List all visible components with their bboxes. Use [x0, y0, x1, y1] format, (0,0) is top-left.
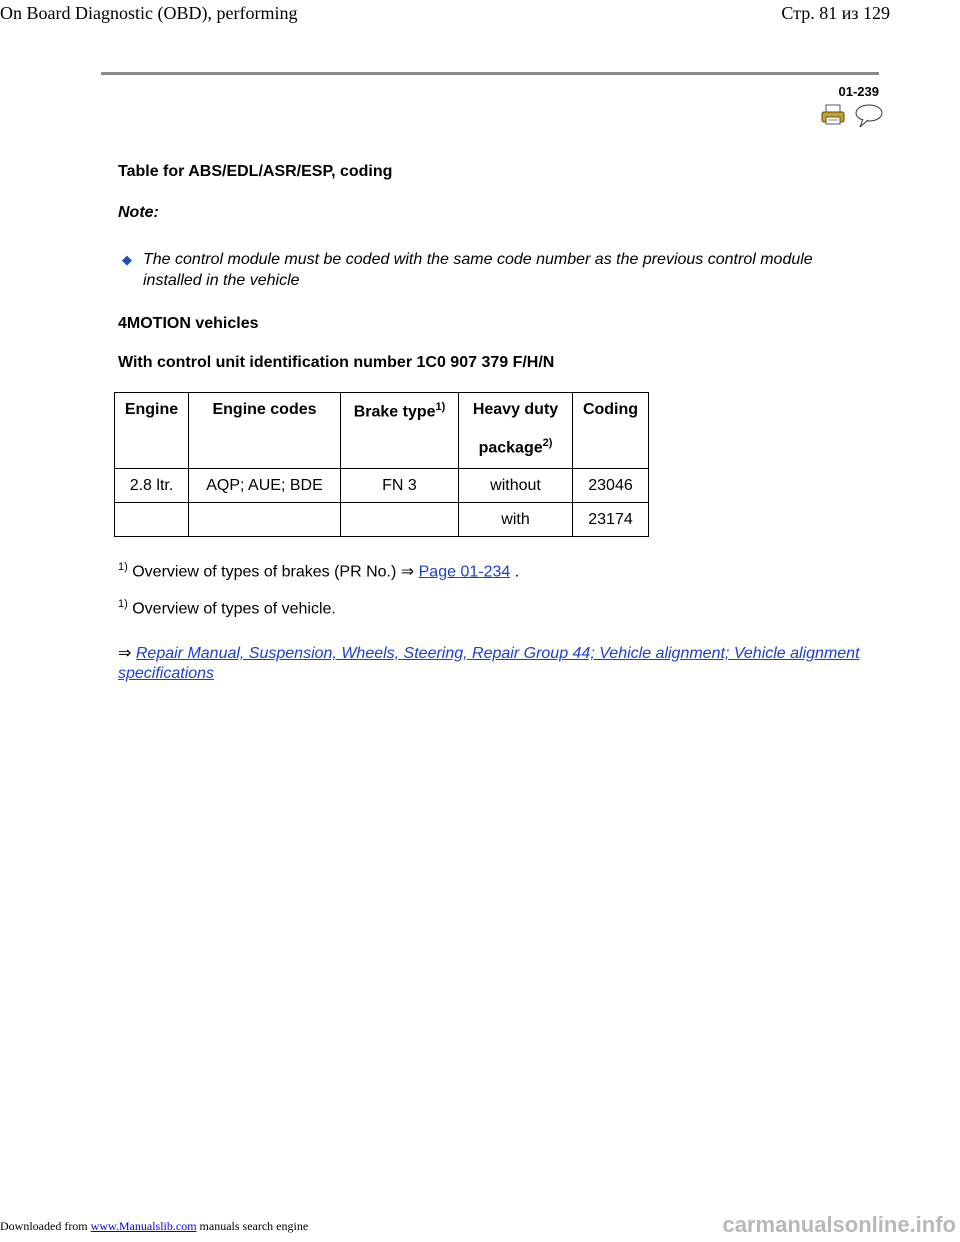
subsection-title: With control unit identification number 1C0 907 379 F/H/N: [118, 354, 555, 371]
footnote-2-text: Overview of types of vehicle.: [132, 600, 336, 618]
repair-manual-link[interactable]: Repair Manual, Suspension, Wheels, Steering, Repair Group 44; Vehicle alignment; Vehicle alignment specifications: [118, 645, 860, 682]
cell-engine: [115, 503, 189, 537]
manualslib-link[interactable]: www.Manualslib.com: [90, 1219, 197, 1233]
print-icon[interactable]: [820, 104, 846, 126]
header-coding: Coding: [573, 393, 649, 469]
cell-coding: 23046: [573, 469, 649, 503]
footnote-ref-1: 1): [435, 401, 446, 413]
cell-engine: 2.8 ltr.: [115, 469, 189, 503]
header-heavy-duty: [459, 393, 573, 469]
cell-engine-codes: [189, 503, 341, 537]
table-row: [115, 503, 649, 537]
download-footer: [0, 1219, 308, 1234]
header-heavy-duty-line1: Heavy duty: [472, 401, 559, 418]
coding-table: [114, 392, 649, 537]
cell-heavy-duty: with: [459, 503, 573, 537]
footnote-2-marker: 1): [118, 598, 128, 610]
header-brake-type: [341, 393, 459, 469]
footnote-1-text: Overview of types of brakes (PR No.) ⇒: [132, 563, 419, 581]
footnote-ref-2: 2): [542, 437, 553, 449]
speech-bubble-icon[interactable]: [854, 104, 880, 126]
page-01-234-link[interactable]: Page 01-234: [418, 563, 511, 581]
document-title: On Board Diagnostic (OBD), performing: [0, 3, 298, 23]
diamond-bullet-icon: ◆: [122, 252, 132, 267]
page-code: 01-239: [838, 84, 879, 99]
page-counter: Стр. 81 из 129: [781, 3, 890, 23]
cell-brake-type: [341, 503, 459, 537]
header-engine: Engine: [115, 393, 189, 469]
note-label: Note:: [118, 204, 159, 221]
cell-engine-codes: AQP; AUE; BDE: [189, 469, 341, 503]
page-heading: Table for ABS/EDL/ASR/ESP, coding: [118, 163, 393, 180]
arrow-icon: ⇒: [118, 645, 136, 662]
header-divider: [101, 72, 879, 75]
footnote-1-period: .: [510, 563, 520, 581]
cell-coding: 23174: [573, 503, 649, 537]
header-heavy-duty-line2: package: [478, 439, 543, 457]
header-engine-codes: Engine codes: [189, 393, 341, 469]
table-row: [115, 469, 649, 503]
watermark: carmanualsonline.info: [722, 1212, 956, 1237]
note-bullet: [122, 249, 842, 291]
footnote-2: [118, 598, 336, 618]
table-header-row: [115, 393, 649, 469]
footer-suffix: manuals search engine: [196, 1219, 309, 1233]
repair-manual-reference: [118, 644, 878, 684]
footnote-1-marker: 1): [118, 561, 128, 573]
header-brake-type-label: Brake type: [353, 403, 436, 421]
cell-brake-type: FN 3: [341, 469, 459, 503]
section-title: 4MOTION vehicles: [118, 315, 259, 332]
page-toolbar: [820, 104, 880, 126]
cell-heavy-duty: without: [459, 469, 573, 503]
footnote-1: [118, 561, 519, 581]
note-bullet-text: The control module must be coded with the same code number as the previous control module installed in the vehicle: [143, 251, 813, 289]
footer-prefix: Downloaded from: [0, 1219, 91, 1233]
